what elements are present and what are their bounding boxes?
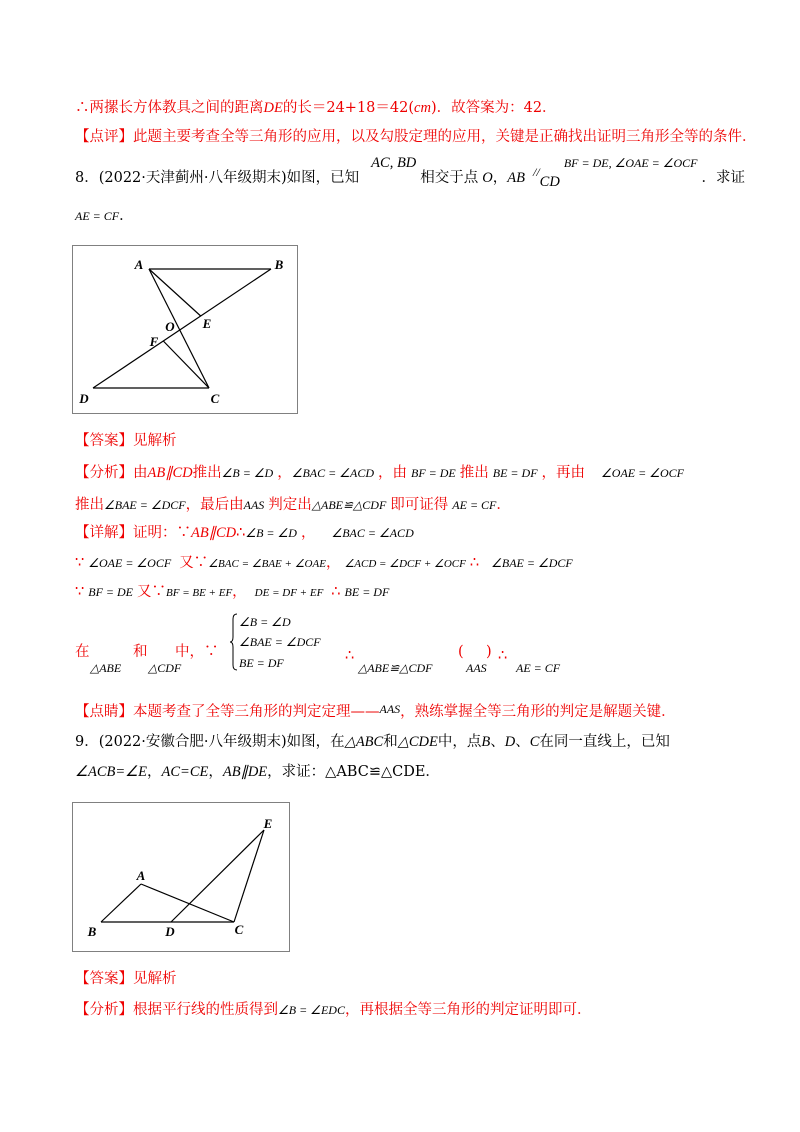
detail-formula: DE = DF + EF (254, 587, 324, 599)
analysis-formula: BF = DE (411, 466, 456, 480)
q8-detail-line-1 (75, 525, 414, 541)
analysis-formula: ∠B = ∠EDC (278, 1003, 345, 1017)
q9-geometry-diagram (73, 803, 289, 951)
detail-text: ∴ (331, 584, 341, 600)
q9-condition: AB∥DE (222, 764, 268, 780)
detail-formula: BE = DF (344, 585, 390, 599)
segment-ce (234, 830, 264, 922)
q9-stem-text: 和 (383, 734, 398, 750)
system-condition-3: BE = DF (239, 656, 284, 670)
q9-triangle-abc: △ABC (344, 734, 384, 750)
detail-text: ， (300, 525, 316, 541)
q8-goal-line (75, 208, 134, 224)
analysis-formula: AAS (243, 498, 265, 512)
label-f: F (149, 334, 159, 349)
answer-text: 见解析 (133, 971, 177, 987)
q9-answer-line (75, 971, 177, 987)
detail-text: ∵ (75, 555, 85, 571)
analysis-text: ，再由 (541, 465, 586, 481)
q8-answer-line (75, 433, 177, 449)
q9-stem-text: 、 (515, 734, 530, 750)
triangle-cdf: △CDF (148, 661, 182, 675)
segment-ae (149, 269, 201, 316)
segment-bd (93, 269, 271, 388)
q8-stem-text: ．求证 (701, 170, 746, 186)
label-b: B (274, 257, 284, 272)
q8-analysis-line-1 (75, 465, 684, 481)
label-e: E (202, 316, 212, 331)
analysis-text: ， (277, 465, 292, 481)
detail-text: 中，∵ (175, 644, 219, 660)
segment-ac (149, 269, 209, 388)
q9-figure (72, 802, 290, 952)
answer-text: 见解析 (133, 433, 177, 449)
analysis-tag: 【分析】 (75, 465, 133, 481)
paren-open: ( (458, 644, 464, 660)
q9-stem-text: ， (147, 764, 162, 780)
analysis-formula: ∠OAE = ∠OCF (601, 466, 684, 480)
segment-ac (141, 884, 234, 922)
answer-tag: 【答案】 (75, 433, 133, 449)
q8-stem-text: 8．(2022·天津蓟州·八年级期末)如图，已知 (75, 170, 360, 186)
analysis-text: 判定出 (268, 497, 312, 513)
analysis-text: ，再根据全等三角形的判定证明即可． (344, 1002, 592, 1018)
q8-goal-formula: AE = CF (75, 209, 120, 223)
label-b: B (87, 924, 97, 939)
q9-stem-text: ， (208, 764, 223, 780)
q9-point-b: B (481, 734, 491, 750)
q8-goal-end: ． (119, 208, 134, 224)
label-c: C (234, 922, 244, 937)
q8-detail-line-2 (75, 555, 573, 572)
q8-formula-ab: AB (507, 170, 525, 186)
remark-text: 本题考查了全等三角形的判定定理—— (133, 704, 380, 720)
detail-text: 和 (133, 644, 148, 660)
analysis-text: 根据平行线的性质得到 (133, 1002, 278, 1018)
conclusion-text: )．故答案为：42． (430, 100, 557, 116)
analysis-formula: ∠B = ∠D (221, 466, 274, 480)
detail-text: 在 (75, 644, 90, 660)
analysis-text: 推出 (75, 497, 104, 513)
detail-formula: ∠OAE = ∠OCF (88, 556, 172, 570)
q8-stem-comma: ， (492, 170, 508, 186)
q9-triangle-cde: △CDE (397, 734, 438, 750)
label-c: C (210, 391, 220, 406)
q8-detail-line-3 (75, 584, 389, 601)
q8-stem-text: 相交于点 (420, 170, 479, 186)
q9-stem-text: 、 (490, 734, 505, 750)
review-tag: 【点评】 (75, 129, 133, 145)
detail-text: ， (232, 584, 247, 600)
q8-geometry-diagram (73, 246, 297, 413)
detail-tag: 【详解】 (75, 525, 133, 541)
detail-formula: ∠ACD = ∠DCF + ∠OCF (344, 558, 466, 570)
q8-analysis-line-2 (75, 497, 511, 513)
segment-ba (101, 884, 141, 922)
detail-text: ∴ (469, 555, 480, 571)
detail-formula: AB∥CD (191, 525, 237, 541)
analysis-formula: AB∥CD (147, 465, 193, 481)
q9-stem-text: 9．(2022·安徽合肥·八年级期末)如图，在 (75, 734, 345, 750)
detail-formula: ∠BAC = ∠BAE + ∠OAE (208, 558, 326, 570)
analysis-text: 即可证得 (390, 497, 449, 513)
q9-point-d: D (504, 734, 516, 750)
therefore-symbol: ∴ (498, 648, 508, 664)
analysis-formula: ∠BAE = ∠DCF (104, 498, 186, 512)
conclusion-segment-de: DE (263, 100, 283, 116)
analysis-text: ，最后由 (185, 497, 244, 513)
analysis-text: 由 (133, 465, 148, 481)
detail-text: 又∵ (137, 584, 166, 600)
q9-point-c: C (529, 734, 540, 750)
remark-formula: AAS (379, 702, 401, 716)
remark-text: ，熟练掌握全等三角形的判定是解题关键． (400, 704, 676, 720)
detail-text: ∴ (236, 525, 246, 541)
detail-text: ∵ (75, 584, 85, 600)
q8-point-o: O (482, 170, 493, 186)
remark-tag: 【点睛】 (75, 704, 133, 720)
conclusion-unit: cm (414, 100, 431, 116)
detail-formula: BF = DE (88, 585, 133, 599)
conclusion-text: 的长＝24+18＝42( (282, 100, 415, 116)
label-d: D (79, 391, 89, 406)
congruence-statement: △ABE≌△CDF (358, 661, 433, 675)
analysis-formula: BE = DF (492, 466, 538, 480)
detail-formula: BF = BE + EF (166, 587, 233, 599)
detail-formula: ∠BAC = ∠ACD (331, 526, 414, 540)
paren-close: ) (486, 644, 492, 660)
q8-formula-ac-bd: AC, BD (371, 155, 417, 171)
result-formula: AE = CF (516, 661, 561, 675)
triangle-abe: △ABE (90, 661, 122, 675)
analysis-formula: △ABE≌△CDF (311, 498, 387, 512)
q8-formula-cd: CD (539, 174, 560, 190)
q8-parallel-symbol: // (532, 165, 540, 179)
q9-stem-line (75, 734, 670, 750)
answer-tag: 【答案】 (75, 971, 133, 987)
q9-goal: △ABC≌△CDE (325, 764, 426, 780)
criterion-aas: AAS (466, 661, 487, 675)
label-a: A (134, 257, 144, 272)
label-a: A (136, 868, 146, 883)
review-text: 此题主要考查全等三角形的应用，以及勾股定理的应用，关键是正确找出证明三角形全等的条件． (133, 129, 757, 145)
label-o: O (165, 319, 175, 334)
detail-text: 证明：∵ (133, 525, 191, 541)
conclusion-text: ∴两摞长方体教具之间的距离 (75, 100, 264, 116)
previous-conclusion-line (75, 100, 557, 116)
system-condition-2: ∠BAE = ∠DCF (239, 635, 321, 649)
detail-formula: ∠B = ∠D (245, 526, 297, 540)
detail-text: 又∵ (179, 555, 209, 571)
q9-condition: AC=CE (161, 764, 209, 780)
q9-stem-text: 在同一直线上，已知 (539, 734, 670, 750)
detail-text: ， (325, 555, 341, 571)
segment-fc (163, 341, 209, 388)
q9-condition-line (75, 764, 440, 780)
q9-condition: ∠ACB=∠E (75, 764, 148, 780)
detail-formula: ∠BAE = ∠DCF (491, 556, 573, 570)
analysis-formula: AE = CF (452, 498, 497, 512)
q8-remark-line (75, 704, 676, 720)
left-brace (229, 613, 238, 671)
q9-analysis-line (75, 1002, 591, 1018)
label-e: E (263, 816, 273, 831)
q9-stem-text: ． (425, 764, 440, 780)
therefore-symbol: ∴ (345, 648, 355, 664)
system-condition-1: ∠B = ∠D (239, 615, 291, 629)
q9-stem-text: 中，点 (437, 734, 482, 750)
analysis-text: 推出 (459, 465, 489, 481)
analysis-text: ，由 (378, 465, 407, 481)
analysis-text: ． (496, 497, 511, 513)
q8-figure (72, 245, 298, 414)
segment-de (171, 830, 264, 922)
analysis-text: 推出 (192, 465, 222, 481)
q8-given-conditions: BF = DE, ∠OAE = ∠OCF (563, 156, 698, 170)
q9-stem-text: ，求证： (267, 764, 326, 780)
label-d: D (165, 924, 175, 939)
analysis-formula: ∠BAC = ∠ACD (291, 466, 374, 480)
previous-review-line (75, 129, 757, 145)
analysis-tag: 【分析】 (75, 1002, 133, 1018)
